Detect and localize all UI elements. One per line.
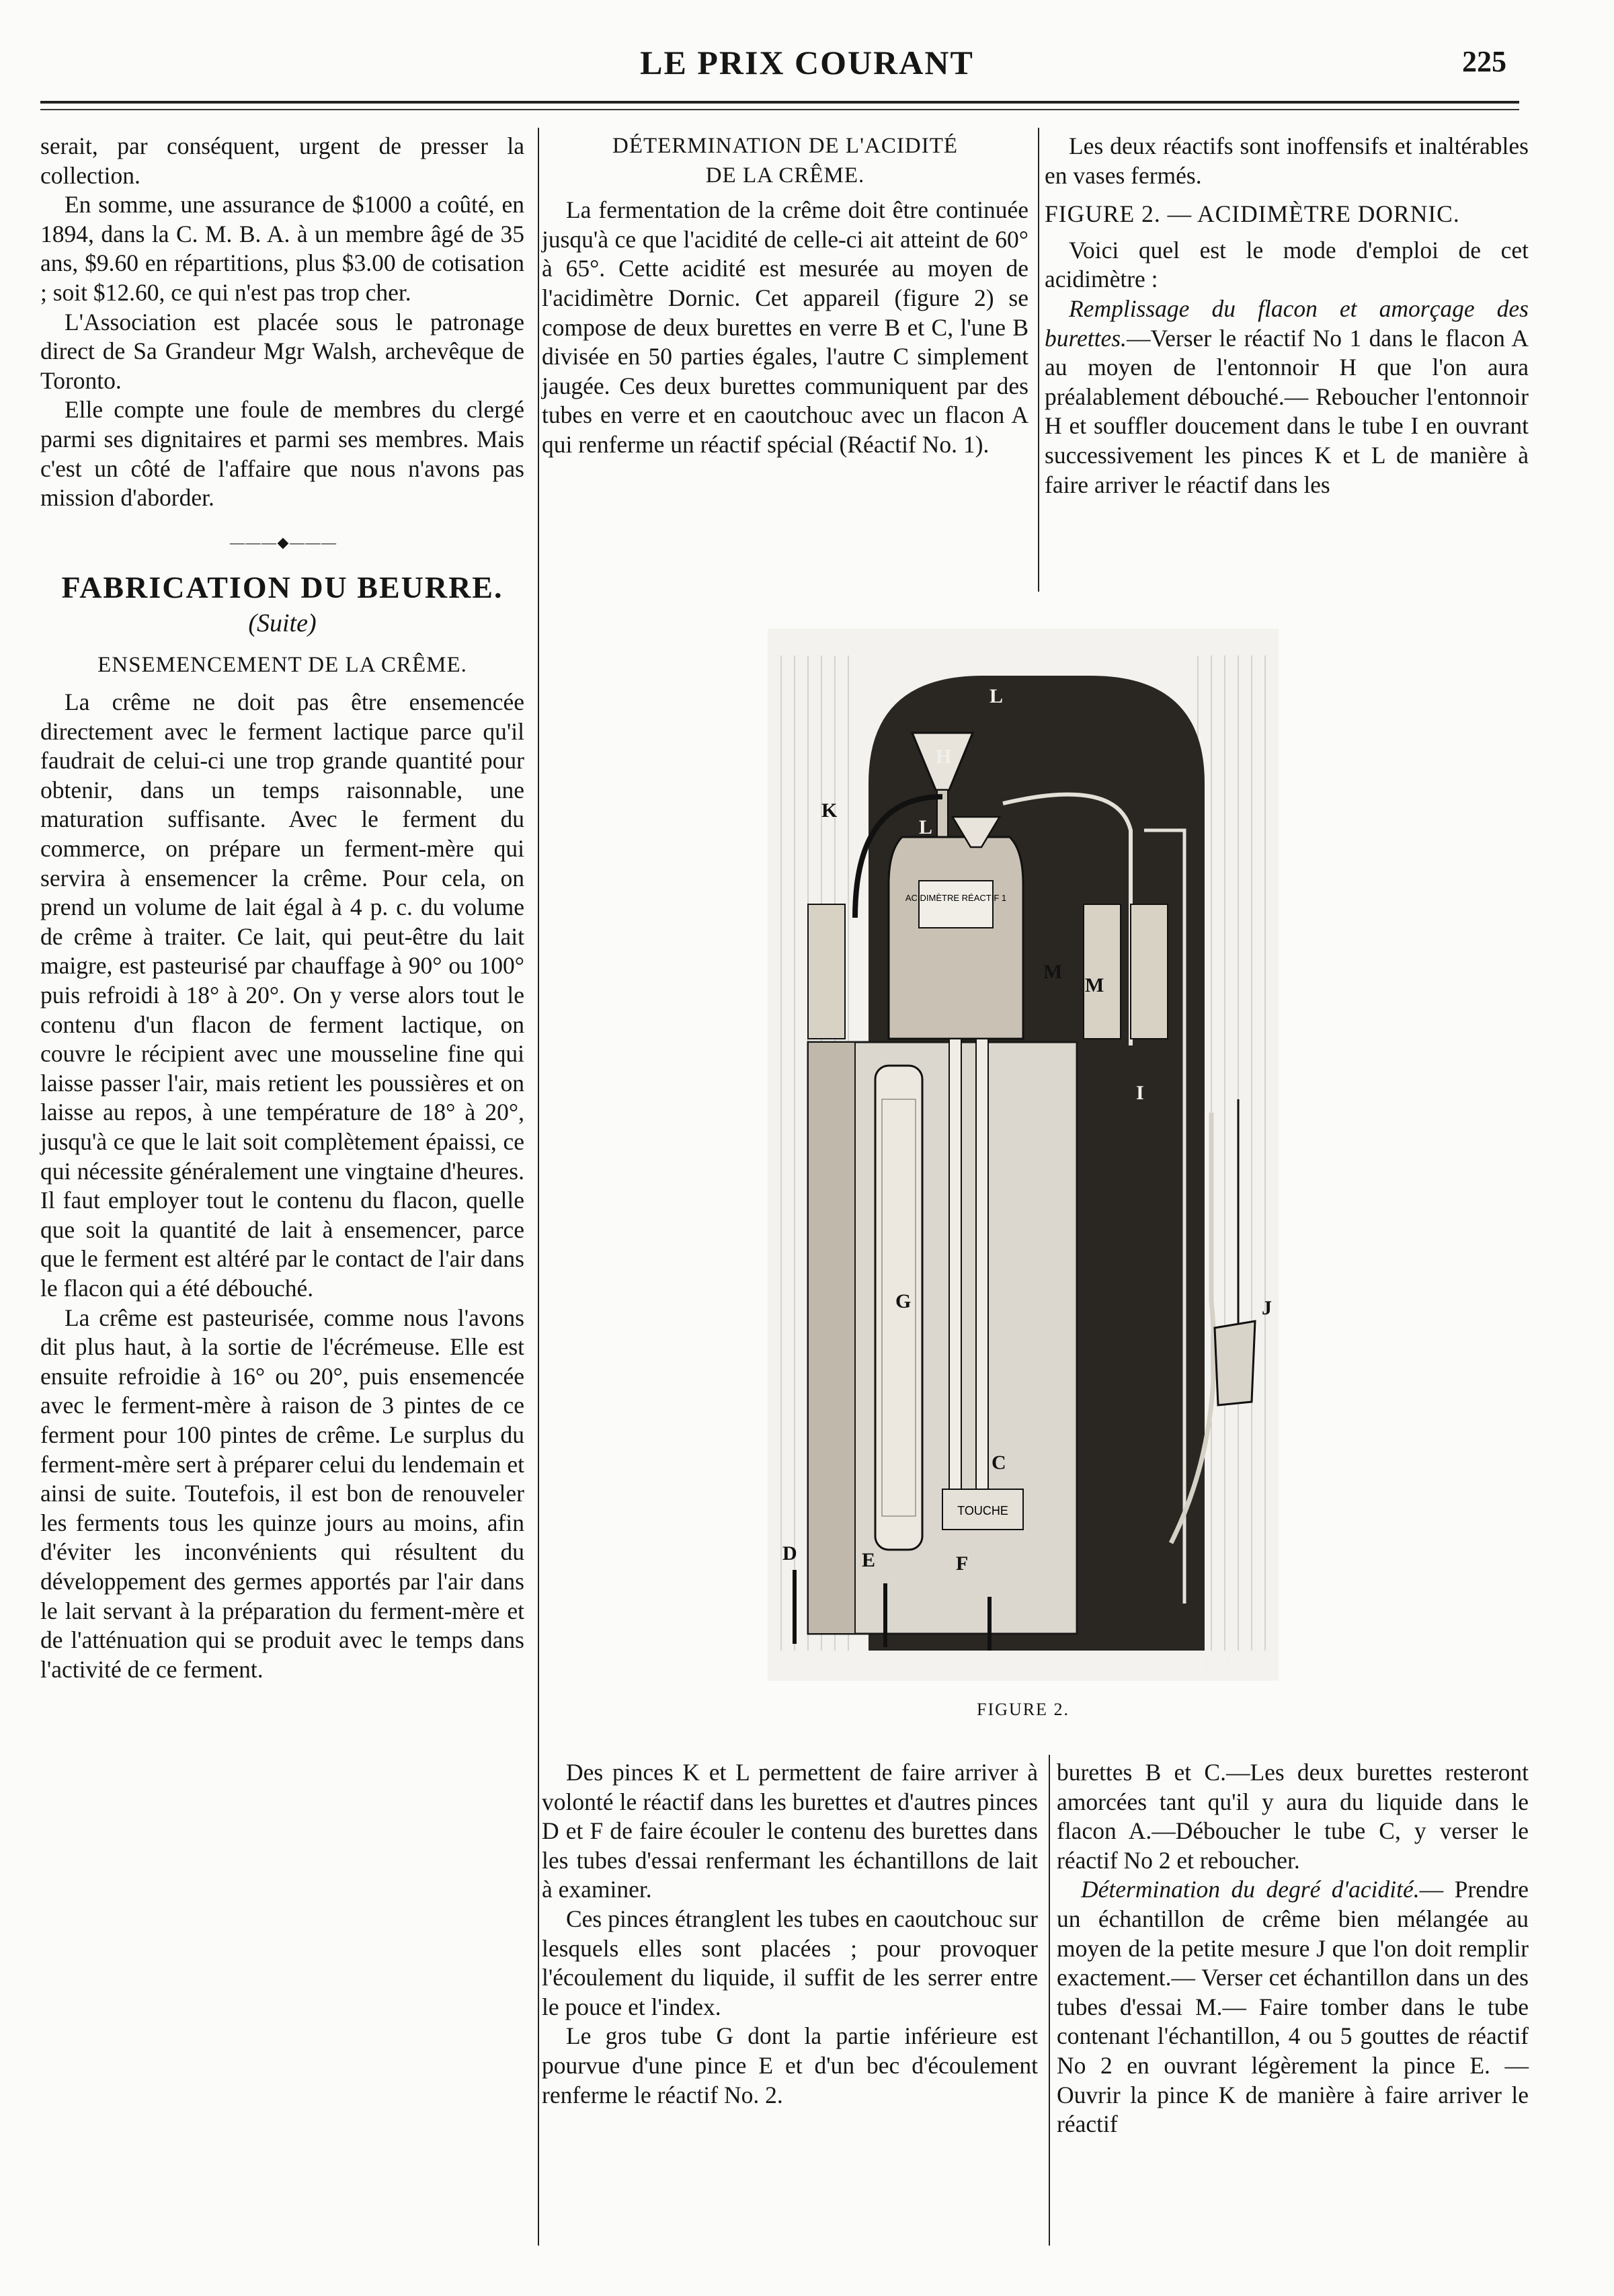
stand-label-text: TOUCHE [957, 1504, 1008, 1517]
bottom-left-paragraph-1: Des pinces K et L permettent de faire arriver à volonté le réactif dans les burettes et d'autres pinces D et F de faire écouler le contenu des burettes dans les tubes d'essai renfermant les échantillons de lait à examiner. [542, 1759, 1038, 1903]
header-rule-top [40, 101, 1519, 104]
col3-paragraph-1: Les deux réactifs sont inoffensifs et inaltérables en vases fermés. [1045, 132, 1529, 189]
figure-title: FIGURE 2. — ACIDIMÈTRE DORNIC. [1045, 200, 1460, 228]
column-left [40, 132, 524, 1684]
column-middle-top [542, 132, 1028, 460]
bottom-left-paragraph-2: Ces pinces étranglent les tubes en caoutchouc sur lesquels elles sont placées ; pour provoquer l'écoulement du liquide, il suffit de les serrer entre le pouce et l'index. [542, 1905, 1038, 2020]
col1-paragraph-3: L'Association est placée sous le patronage direct de Sa Grandeur Mgr Walsh, archevêque de Toronto. [40, 308, 524, 394]
section-title: FABRICATION DU BEURRE. [61, 570, 503, 605]
col1-paragraph-2: En somme, une assurance de $1000 a coûté, en 1894, dans la C. M. B. A. à un membre âgé de 35 ans, $9.60 en répartitions, plus $3.00 de cotisation ; soit $12.60, ce qui n'est pas trop cher. [40, 191, 524, 306]
col3-italic-lead: Remplissage du flacon et amorçage des burettes. [1045, 294, 1529, 352]
figure-acidimeter-engraving [768, 629, 1279, 1681]
col3-paragraph-3: —Verser le réactif No 1 dans le flacon A au moyen de l'entonnoir H que l'on aura préalablement débouché.— Reboucher l'entonnoir H et souffler doucement dans le tube I en ouvrant successivement les pinces K et L de manière à faire arriver le réactif dans les [1045, 324, 1529, 498]
column-middle-bottom [542, 1758, 1038, 2110]
figure-caption: FIGURE 2. [977, 1700, 1070, 1719]
flask-label-text: ACIDIMÈTRE RÉACTIF 1 [905, 893, 1007, 903]
bottom-left-paragraph-3: Le gros tube G dont la partie inférieure est pourvue d'une pince E et d'un bec d'écoulement renferme le réactif No. 2. [542, 2022, 1038, 2108]
label-k: K [821, 799, 838, 822]
label-d: D [782, 1542, 797, 1565]
column-divider-right-top [1038, 128, 1039, 592]
column-divider-right-bottom [1049, 1755, 1050, 2246]
label-c: C [992, 1452, 1006, 1474]
acidimeter-illustration [768, 629, 1279, 1681]
page-header-title: LE PRIX COURANT [640, 44, 974, 81]
page-number: 225 [1462, 45, 1506, 78]
bottom-right-italic-lead: Détermination du degré d'acidité. [1081, 1876, 1420, 1903]
label-m-left: M [1043, 961, 1063, 983]
label-i: I [1136, 1082, 1144, 1104]
col1-body-paragraph-1: La crême ne doit pas être ensemencée directement avec le ferment lactique parce qu'il faudrait de celui-ci une trop grande quantité pour obtenir, dans un temps raisonnable, une maturation suffisante. Avec le ferment du commerce, on prépare un ferment-mère qui servira à ensemencer la crême. Pour cela, on prend un volume de lait égal à 4 p. c. du volume de crême à traiter. Ce lait, qui peut-être du lait maigre, est pasteurisé par chauffage à 90° ou 100° puis refroidi à 18° à 20°. On y verse alors tout le contenu d'un flacon de ferment lactique, on couvre le récipient avec une mousseline fine qui laisse passer l'air, mais retient les poussières et on laisse au repos, à une température de 18° à 20°, jusqu'à ce que le lait soit complètement épaissi, ce qui nécessite généralement une vingtaine d'heures. Il faut employer tout le contenu du flacon, quelle que soit la quantité de lait à ensemencer, parce que le ferment est altéré par le contact de l'air dans le flacon qui a été débouché. [40, 688, 524, 1302]
bottom-right-paragraph-2: — Prendre un échantillon de crême bien mélangée au moyen de la petite mesure J que l'on doit remplir exactement.— Verser cet échantillon dans un des tubes d'essai M.— Faire tomber dans le tube contenant l'échantillon, 4 ou 5 gouttes de réactif No 2 en ouvrant légèrement la pince E. — Ouvrir la pince K de manière à faire arriver le réactif [1057, 1876, 1529, 2138]
section-divider-ornament: — — — ◆ — — — [230, 533, 335, 551]
col1-body-paragraph-2: La crême est pasteurisée, comme nous l'avons dit plus haut, à la sortie de l'écrémeuse. Elle est ensuite refroidie à 16° ou 20°, puis ensemencée avec le ferment-mère à raison de 3 pintes de ce ferment pour 100 pintes de crême. Le surplus du ferment-mère sert à préparer celui du lendemain et ainsi de suite. Toutefois, il est bon de renouveler les ferments tous les quinze jours au moins, afin d'éviter les inconvénients qui résultent du développement des germes apportés par l'air dans le lait servant à la préparation du ferment-mère et de l'atténuation qui se produit avec le temps dans l'activité de ce ferment. [40, 1304, 524, 1683]
column-right-top [1045, 132, 1529, 500]
bottom-right-paragraph-1: burettes B et C.—Les deux burettes resteront amorcées tant qu'il y aura du liquide dans le flacon A.—Déboucher le tube C, y verser le réactif No 2 et reboucher. [1057, 1759, 1529, 1874]
subheading-ensemencement: ENSEMENCEMENT DE LA CRÊME. [97, 652, 467, 677]
col3-paragraph-2: Voici quel est le mode d'emploi de cet acidimètre : [1045, 236, 1529, 293]
col1-paragraph-1: serait, par conséquent, urgent de presser la collection. [40, 132, 524, 189]
label-g: G [895, 1290, 912, 1312]
test-tube-m-right [1084, 904, 1121, 1039]
engraver-signature: E. AEIX [1203, 1655, 1260, 1675]
col1-paragraph-4: Elle compte une foule de membres du clergé parmi ses dignitaires et parmi ses membres. Mais c'est un côté de l'affaire que nous n'avons pas mission d'aborder. [40, 396, 524, 512]
label-e: E [862, 1549, 876, 1571]
label-l-top: L [990, 685, 1004, 707]
label-f: F [956, 1552, 969, 1575]
header-rule-bottom [40, 109, 1519, 110]
test-tube-m-left [808, 904, 845, 1039]
label-j: J [1262, 1297, 1272, 1319]
flask-a [889, 837, 1023, 1039]
col2-paragraph: La fermentation de la crême doit être continuée jusqu'à ce que l'acidité de celle-ci ait atteint de 60° à 65°. Cette acidité est mesurée au moyen de l'acidimètre Dornic. Cet appareil (figure 2) se compose de deux burettes en verre B et C, l'une B divisée en 50 parties égales, l'autre C simplement jaugée. Ces deux burettes communiquent par des tubes en verre et en caoutchouc avec un flacon A qui renferme un réactif spécial (Réactif No. 1). [542, 196, 1028, 458]
column-right-bottom [1057, 1758, 1529, 2139]
measure-cup-j [1215, 1321, 1255, 1405]
heading-acidite-line1: DÉTERMINATION DE L'ACIDITÉ [612, 134, 959, 158]
label-l: L [919, 816, 933, 838]
burette-c [976, 1039, 988, 1523]
label-m-right: M [1085, 974, 1104, 996]
column-divider-left [538, 128, 539, 2246]
section-suite: (Suite) [248, 608, 317, 637]
burette-b [949, 1039, 961, 1523]
heading-acidite-line2: DE LA CRÊME. [705, 163, 865, 188]
label-h: H [936, 746, 952, 768]
flask-label [919, 881, 993, 928]
